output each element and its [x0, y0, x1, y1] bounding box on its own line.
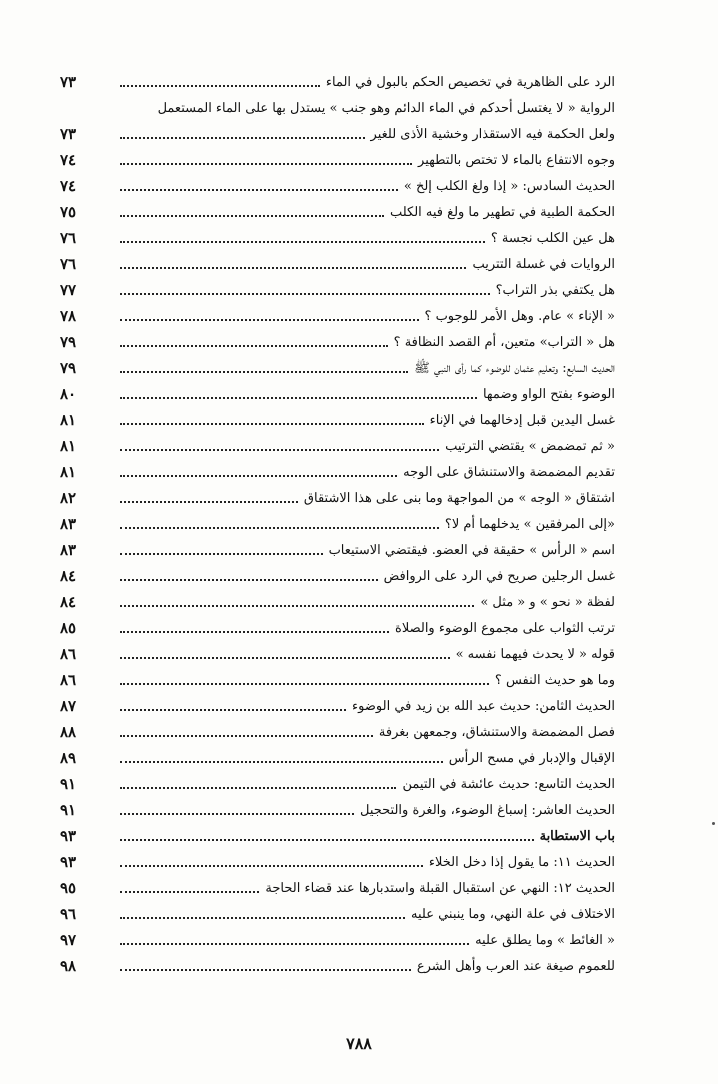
toc-entry-title: الروايات في غسلة التتريب	[472, 257, 615, 272]
toc-entry-title: وجوه الانتفاع بالماء لا تختص بالتطهير	[418, 153, 615, 168]
toc-entry-title: «إلى المرفقين » يدخلهما أم لا؟	[444, 517, 615, 532]
toc-entry	[60, 876, 615, 901]
toc-entry	[60, 434, 615, 459]
dot-leader	[120, 200, 384, 225]
toc-entry	[60, 460, 615, 485]
dot-leader	[120, 174, 398, 199]
toc-entry-title: الحديث السابع: وتعليم عثمان للوضوء كما رأى النبي ﷺ	[414, 361, 615, 376]
toc-entry-page: ٨١	[60, 463, 77, 481]
dot-leader	[120, 330, 388, 355]
toc-entry-page: ٨٢	[60, 489, 77, 507]
toc-entry-title: ترتب الثواب على مجموع الوضوء والصلاة	[395, 621, 615, 636]
toc-entry-title: « الإناء » عام. وهل الأمر للوجوب ؟	[424, 309, 615, 324]
dot-leader	[120, 70, 320, 95]
toc-entry	[60, 694, 615, 719]
toc-entry-page: ٧٦	[60, 255, 77, 273]
toc-entry-page: ٧٩	[60, 359, 77, 377]
dot-leader	[120, 278, 490, 303]
toc-entry-title: الحديث السادس: « إذا ولغ الكلب إلخ »	[403, 179, 615, 194]
toc-entry-title: الاختلاف في علة النهي، وما ينبني عليه	[411, 907, 615, 922]
toc-entry-page: ٨٣	[60, 541, 77, 559]
toc-entry-title: « الغائط » وما يطلق عليه	[475, 933, 615, 948]
toc-entry-page: ٨٤	[60, 593, 77, 611]
toc-entry-title: الحكمة الطبية في تطهير ما ولغ فيه الكلب	[389, 205, 615, 220]
dot-leader	[120, 304, 419, 329]
toc-entry-page: ٧٤	[60, 177, 77, 195]
dot-leader	[120, 408, 424, 433]
toc-entry-title: غسل اليدين قبل إدخالهما في الإناء	[429, 413, 615, 428]
toc-entry	[60, 824, 615, 849]
toc-entry	[60, 668, 615, 693]
toc-entry	[60, 122, 615, 147]
dot-leader	[120, 746, 443, 771]
toc-entry-title: الحديث ١١: ما يقول إذا دخل الخلاء	[428, 855, 615, 870]
toc-entry	[60, 746, 615, 771]
dot-leader	[120, 486, 298, 511]
toc-entry	[60, 512, 615, 537]
dot-leader	[120, 252, 466, 277]
toc-entry-title: الحديث العاشر: إسباغ الوضوء، والغرة والتحجيل	[359, 803, 615, 818]
toc-entry	[60, 96, 615, 121]
toc-entry	[60, 148, 615, 173]
toc-entry-title: اشتقاق « الوجه » من المواجهة وما بنى على هذا الاشتقاق	[303, 491, 615, 506]
toc-entry	[60, 486, 615, 511]
toc-entry	[60, 720, 615, 745]
toc-entry-title: الرد على الظاهرية في تخصيص الحكم بالبول في الماء	[325, 75, 615, 90]
toc-entry-page: ٨٨	[60, 723, 77, 741]
toc-entry-page: ٧٤	[60, 151, 77, 169]
page-number: ٧٨٨	[346, 1034, 372, 1053]
toc-entry-title: الوضوء بفتح الواو وضمها	[482, 387, 615, 402]
dot-leader	[120, 538, 323, 563]
toc-entry-title: الحديث الثامن: حديث عبد الله بن زيد في الوضوء	[352, 699, 615, 714]
toc-entry	[60, 330, 615, 355]
dot-leader	[120, 954, 411, 979]
toc-entry	[60, 174, 615, 199]
dot-leader	[120, 720, 373, 745]
dot-leader	[120, 512, 439, 537]
dot-leader	[120, 122, 365, 147]
toc-entry-title: الرواية « لا يغتسل أحدكم في الماء الدائم وهو جنب » يستدل بها على الماء المستعمل	[157, 101, 615, 116]
toc-entry-title: هل يكتفي بذر التراب؟	[495, 283, 615, 298]
toc-entry	[60, 928, 615, 953]
toc-entry-page: ٩٥	[60, 879, 77, 897]
toc-entry	[60, 70, 615, 95]
scan-speck	[712, 822, 715, 825]
dot-leader	[120, 616, 389, 641]
toc-entry-page: ٩١	[60, 775, 77, 793]
toc-entry-title: الإقبال والإدبار في مسح الرأس	[448, 751, 615, 766]
toc-entry-title: الحديث التاسع: حديث عائشة في التيمن	[402, 777, 615, 792]
toc-entry-page: ٧٥	[60, 203, 77, 221]
toc-entry-title: غسل الرجلين صريح في الرد على الروافض	[383, 569, 615, 584]
toc-entry-title: هل عين الكلب نجسة ؟	[490, 231, 615, 246]
dot-leader	[120, 902, 405, 927]
toc-entry	[60, 200, 615, 225]
dot-leader	[120, 850, 423, 875]
toc-entry	[60, 564, 615, 589]
toc-entry-title: لفظة « نحو » و « مثل »	[480, 595, 615, 610]
toc-entry-page: ٧٣	[60, 73, 77, 91]
toc-entry-page: ٨٣	[60, 515, 77, 533]
toc-entry	[60, 772, 615, 797]
toc-entry-page: ٨٥	[60, 619, 77, 637]
toc-entry-page: ٨٧	[60, 697, 77, 715]
toc-entry	[60, 278, 615, 303]
dot-leader	[120, 928, 469, 953]
toc-entry-page: ٧٦	[60, 229, 77, 247]
dot-leader	[120, 434, 439, 459]
toc-entry-page: ٧٩	[60, 333, 77, 351]
toc-entry	[60, 902, 615, 927]
dot-leader	[120, 642, 450, 667]
toc-entry	[60, 408, 615, 433]
toc-entry-title: قوله « لا يحدث فيهما نفسه »	[455, 647, 615, 662]
dot-leader	[120, 356, 408, 381]
toc-entry	[60, 356, 615, 381]
toc-entry-page: ٨٦	[60, 671, 77, 689]
toc-entry-page: ٨٦	[60, 645, 77, 663]
toc-entry	[60, 226, 615, 251]
toc-entry-page: ٨٤	[60, 567, 77, 585]
toc-entry-page: ٨٠	[60, 385, 77, 403]
dot-leader	[120, 668, 489, 693]
toc-entry-page: ٩١	[60, 801, 77, 819]
toc-entry-page: ٩٨	[60, 957, 77, 975]
dot-leader	[120, 824, 534, 849]
toc-entry	[60, 616, 615, 641]
toc-entry-title: للعموم صيغة عند العرب وأهل الشرع	[416, 959, 615, 974]
toc-entry-title: تقديم المضمضة والاستنشاق على الوجه	[403, 465, 615, 480]
dot-leader	[120, 148, 412, 173]
toc-entry	[60, 642, 615, 667]
toc-entry	[60, 538, 615, 563]
dot-leader	[120, 382, 477, 407]
toc-entry-title: هل « التراب» متعين، أم القصد النظافة ؟	[393, 335, 615, 350]
toc-entry-title: فصل المضمضة والاستنشاق، وجمعهن بغرفة	[378, 725, 615, 740]
toc-entry-page: ٧٧	[60, 281, 77, 299]
dot-leader	[120, 564, 378, 589]
toc-entry-page: ٩٦	[60, 905, 77, 923]
toc-entry-page: ٨٩	[60, 749, 77, 767]
toc-entry-page: ٨١	[60, 437, 77, 455]
toc-entry-page: ٧٨	[60, 307, 77, 325]
toc-entry	[60, 954, 615, 979]
dot-leader	[120, 772, 396, 797]
dot-leader	[120, 694, 346, 719]
toc-entry-page: ٨١	[60, 411, 77, 429]
dot-leader	[120, 590, 474, 615]
toc-entry-title: الحديث ١٢: النهي عن استقبال القبلة واستدبارها عند قضاء الحاجة	[265, 881, 615, 896]
toc-entry-title: ولعل الحكمة فيه الاستقذار وخشية الأذى للغير	[370, 127, 615, 142]
dot-leader	[120, 460, 397, 485]
toc-entry-title: وما هو حديث النفس ؟	[494, 673, 615, 688]
toc-entry-page: ٩٧	[60, 931, 77, 949]
toc-entry	[60, 798, 615, 823]
toc-entry	[60, 252, 615, 277]
toc-entry	[60, 304, 615, 329]
toc-entry	[60, 590, 615, 615]
toc-entry-title: « ثم تمضمض » يقتضي الترتيب	[445, 439, 615, 454]
dot-leader	[120, 798, 354, 823]
toc-entry	[60, 850, 615, 875]
toc-entry-title: اسم « الرأس » حقيقة في العضو. فيقتضي الاستيعاب	[328, 543, 615, 558]
toc-entry-page: ٧٣	[60, 125, 77, 143]
toc-entry-page: ٩٣	[60, 827, 77, 845]
toc-entry-title: باب الاستطابة	[539, 829, 615, 844]
dot-leader	[120, 876, 259, 901]
toc-entry	[60, 382, 615, 407]
dot-leader	[120, 226, 485, 251]
toc-entry-page: ٩٣	[60, 853, 77, 871]
